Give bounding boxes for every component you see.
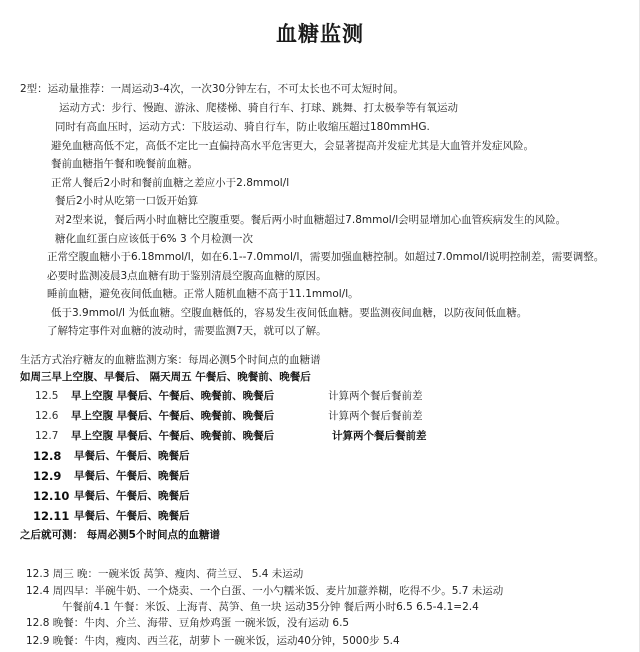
plan-points: 早上空腹 早餐后、午餐后、晚餐前、晚餐后 <box>71 390 275 402</box>
plan-date: 12.5 <box>35 390 59 402</box>
log-line: 12.8 晚餐：牛肉、介兰、海带、豆角炒鸡蛋 一碗米饭，没有运动 6.5 <box>26 617 350 629</box>
plan-note: 计算两个餐后餐前差 <box>328 410 423 422</box>
intro-line: 正常人餐后2小时和餐前血糖之差应小于2.8mmol/l <box>51 177 290 189</box>
log-line: 12.9 晚餐：牛肉，瘦肉、西兰花，胡萝卜 一碗米饭，运动40分钟，5000步 5.4 <box>26 635 400 647</box>
log-line: 12.4 周四早：半碗牛奶、一个烧卖、一个白蛋、一小勺糯米饭、麦片加薏养糊，吃得不少。5.7 未运动 <box>26 585 504 597</box>
plan-example: 如周三早上空腹、早餐后、 隔天周五 午餐后、晚餐前、晚餐后 <box>20 371 311 383</box>
intro-line: 运动方式：步行、慢跑、游泳、爬楼梯、骑自行车、打球、跳舞、打太极拳等有氧运动 <box>59 102 458 114</box>
plan-date: 12.9 <box>33 469 62 483</box>
plan-header: 生活方式治疗糖友的血糖监测方案：每周必测5个时间点的血糖谱 <box>20 354 321 366</box>
intro-line: 必要时监测凌晨3点血糖有助于鉴别清晨空腹高血糖的原因。 <box>47 270 327 282</box>
plan-points: 早上空腹 早餐后、午餐后、晚餐前、晚餐后 <box>71 410 275 422</box>
plan-points: 早餐后、午餐后、晚餐后 <box>74 510 190 522</box>
intro-line: 糖化血红蛋白应该低于6% 3 个月检测一次 <box>55 233 254 245</box>
intro-line: 同时有高血压时，运动方式：下肢运动、骑自行车，防止收缩压超过180mmHG. <box>55 121 430 133</box>
intro-line: 低于3.9mmol/l 为低血糖。空腹血糖低的，容易发生夜间低血糖。要监测夜间血糖，以防夜间低血糖。 <box>51 307 528 319</box>
plan-date: 12.8 <box>33 449 62 463</box>
log-line: 午餐前4.1 午餐：米饭、上海青、莴笋、鱼一块 运动35分钟 餐后两小时6.5 6.5-4.1=2.4 <box>62 601 479 613</box>
intro-line: 了解特定事件对血糖的波动时，需要监测7天，就可以了解。 <box>47 325 327 337</box>
page-title: 血糖监测 <box>276 22 364 46</box>
plan-date: 12.6 <box>35 410 59 422</box>
plan-points: 早餐后、午餐后、晚餐后 <box>74 450 190 462</box>
plan-footer: 之后就可测： 每周必测5个时间点的血糖谱 <box>20 529 220 541</box>
plan-note: 计算两个餐后餐前差 <box>328 390 423 402</box>
intro-line: 餐后2小时从吃第一口饭开始算 <box>55 195 199 207</box>
plan-date: 12.10 <box>33 489 70 503</box>
plan-points: 早上空腹 早餐后、午餐后、晚餐前、晚餐后 <box>71 430 275 442</box>
plan-note: 计算两个餐后餐前差 <box>332 430 427 442</box>
plan-points: 早餐后、午餐后、晚餐后 <box>74 470 190 482</box>
intro-line: 避免血糖高低不定，高低不定比一直偏持高水平危害更大，会显著提高并发症尤其是大血管并发症风险。 <box>51 140 534 152</box>
intro-line: 睡前血糖，避免夜间低血糖。正常人随机血糖不高于11.1mmol/l。 <box>47 288 359 300</box>
plan-points: 早餐后、午餐后、晚餐后 <box>74 490 190 502</box>
intro-line: 正常空腹血糖小于6.18mmol/l，如在6.1--7.0mmol/l，需要加强血糖控制。如超过7.0mmol/l说明控制差，需要调整。 <box>47 251 605 263</box>
intro-line: 2型：运动量推荐：一周运动3-4次，一次30分钟左右，不可太长也不可太短时间。 <box>20 83 404 95</box>
plan-date: 12.11 <box>33 509 70 523</box>
intro-line: 餐前血糖指午餐和晚餐前血糖。 <box>51 158 198 170</box>
intro-line: 对2型来说，餐后两小时血糖比空腹重要。餐后两小时血糖超过7.8mmol/l会明显增加心血管疾病发生的风险。 <box>55 214 567 226</box>
log-line: 12.3 周三 晚：一碗米饭 莴笋、瘦肉、荷兰豆、 5.4 未运动 <box>26 568 304 580</box>
plan-date: 12.7 <box>35 430 59 442</box>
